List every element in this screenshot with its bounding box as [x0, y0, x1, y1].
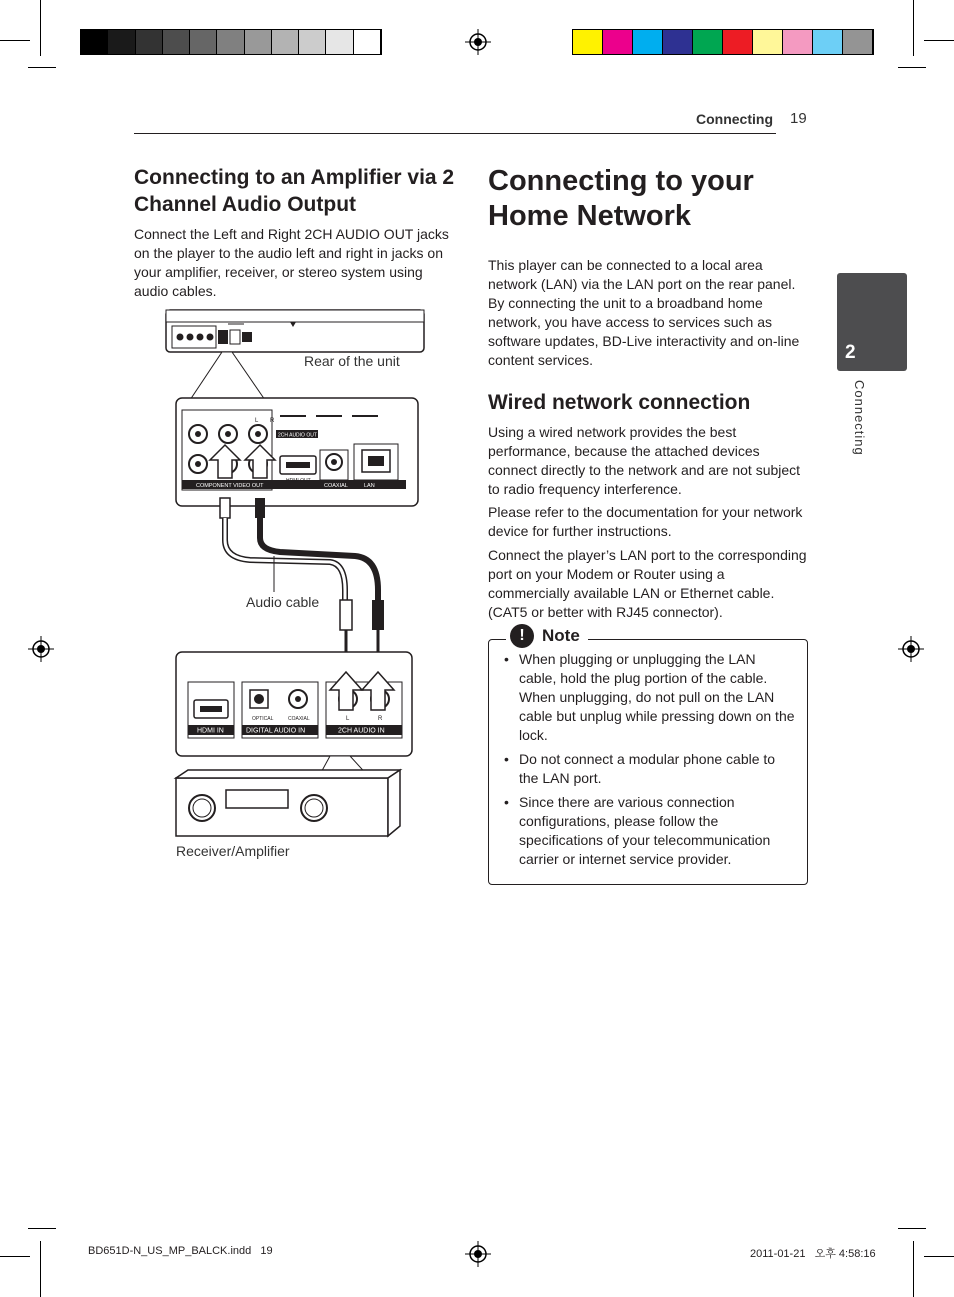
- port-label-l: L: [346, 716, 350, 722]
- crop-mark: [28, 1228, 56, 1229]
- color-swatch: [136, 30, 163, 54]
- list-item: • Do not connect a modular phone cable to the LAN port.: [500, 750, 796, 788]
- color-swatch: [603, 30, 633, 54]
- header-rule: [134, 133, 776, 134]
- registration-mark-icon: [898, 636, 924, 662]
- date-slug: 2011-01-21 오후 4:58:16: [750, 1248, 876, 1260]
- color-swatch: [693, 30, 723, 54]
- color-swatch: [326, 30, 353, 54]
- port-label: 2CH AUDIO OUT: [278, 432, 317, 439]
- crop-mark: [913, 1241, 914, 1297]
- color-swatch: [813, 30, 843, 54]
- crop-mark: [898, 67, 926, 68]
- registration-mark-icon: [28, 636, 54, 662]
- amplifier-connection-diagram: [160, 300, 430, 840]
- rear-of-unit-caption: Rear of the unit: [304, 353, 400, 369]
- process-color-bar: [572, 29, 874, 55]
- chapter-number: 2: [845, 342, 856, 363]
- section-heading-amplifier: Connecting to an Amplifier via 2 Channel Audio Output: [134, 166, 455, 216]
- port-label: DIGITAL AUDIO IN: [246, 727, 306, 735]
- crop-mark: [0, 40, 30, 41]
- enlarged-rear-panel: [176, 398, 418, 506]
- note-list: [500, 650, 796, 874]
- color-swatch: [633, 30, 663, 54]
- exclamation-icon: !: [510, 624, 534, 648]
- port-label: COAXIAL: [288, 716, 310, 722]
- color-swatch: [354, 30, 381, 54]
- color-swatch: [783, 30, 813, 54]
- audio-cable-caption: Audio cable: [246, 594, 320, 610]
- port-label-r: R: [270, 418, 275, 424]
- color-swatch: [723, 30, 753, 54]
- registration-mark-icon: [465, 29, 491, 55]
- grayscale-color-bar: [80, 29, 382, 55]
- color-swatch: [272, 30, 299, 54]
- color-swatch: [299, 30, 326, 54]
- crop-mark: [924, 40, 954, 41]
- color-swatch: [245, 30, 272, 54]
- note-title: Note: [542, 626, 580, 645]
- crop-mark: [40, 1241, 41, 1297]
- port-label: HDMI OUT: [286, 478, 311, 484]
- wired-network-heading: Wired network connection: [488, 391, 751, 414]
- note-header: [506, 624, 588, 648]
- crop-mark: [913, 0, 914, 56]
- color-swatch: [190, 30, 217, 54]
- color-swatch: [663, 30, 693, 54]
- file-slug: BD651D-N_US_MP_BALCK.indd 19: [88, 1245, 273, 1257]
- crop-mark: [0, 1256, 30, 1257]
- player-rear-illustration: [166, 310, 424, 352]
- color-swatch: [843, 30, 873, 54]
- wired-paragraph-2: Please refer to the documentation for your network device for further instructions.: [488, 504, 803, 539]
- color-swatch: [163, 30, 190, 54]
- color-swatch: [753, 30, 783, 54]
- port-label: OPTICAL: [252, 716, 274, 722]
- list-item: • Since there are various connection configurations, please follow the specifications of your telecommunication carrier or internet service provider.: [500, 793, 796, 869]
- port-label: 2CH AUDIO IN: [338, 727, 385, 735]
- port-label-r: R: [378, 716, 383, 722]
- port-label: LAN: [364, 483, 375, 489]
- running-header-section: Connecting: [696, 111, 773, 127]
- receiver-unit-illustration: [176, 770, 400, 836]
- receiver-caption: Receiver/Amplifier: [176, 843, 290, 859]
- chapter-label: Connecting: [852, 380, 867, 456]
- color-swatch: [217, 30, 244, 54]
- crop-mark: [40, 0, 41, 56]
- crop-mark: [924, 1256, 954, 1257]
- registration-mark-icon: [465, 1241, 491, 1267]
- crop-mark: [28, 67, 56, 68]
- main-heading: Connecting to your Home Network: [488, 165, 754, 232]
- port-label-l: L: [255, 418, 259, 424]
- network-intro: This player can be connected to a local area network (LAN) via the LAN port on the rear panel. By connecting the unit to a broadband home network, you have access to services such as software updates, BD-Live interactivity and on-line content services.: [488, 257, 800, 368]
- color-swatch: [573, 30, 603, 54]
- list-item: • When plugging or unplugging the LAN cable, hold the plug portion of the cable. When unplugging, do not pull on the LAN cable but unplug while pressing down on the lock.: [500, 650, 796, 745]
- page-number: 19: [790, 110, 807, 127]
- color-swatch: [81, 30, 108, 54]
- port-label: HDMI IN: [197, 727, 224, 735]
- port-label: COAXIAL: [324, 483, 348, 489]
- amplifier-instructions: Connect the Left and Right 2CH AUDIO OUT jacks on the player to the audio left and right in jacks on your amplifier, receiver, or stereo system using audio cables.: [134, 226, 449, 299]
- color-swatch: [108, 30, 135, 54]
- wired-paragraph-3: Connect the player’s LAN port to the corresponding port on your Modem or Router using a commercially available LAN or Ethernet cable. (CAT5 or better with RJ45 connector).: [488, 547, 807, 620]
- port-label: COMPONENT VIDEO OUT: [196, 483, 264, 489]
- crop-mark: [898, 1228, 926, 1229]
- wired-paragraph-1: Using a wired network provides the best performance, because the attached devices connect directly to the network and are not subject to radio frequency interference.: [488, 424, 801, 497]
